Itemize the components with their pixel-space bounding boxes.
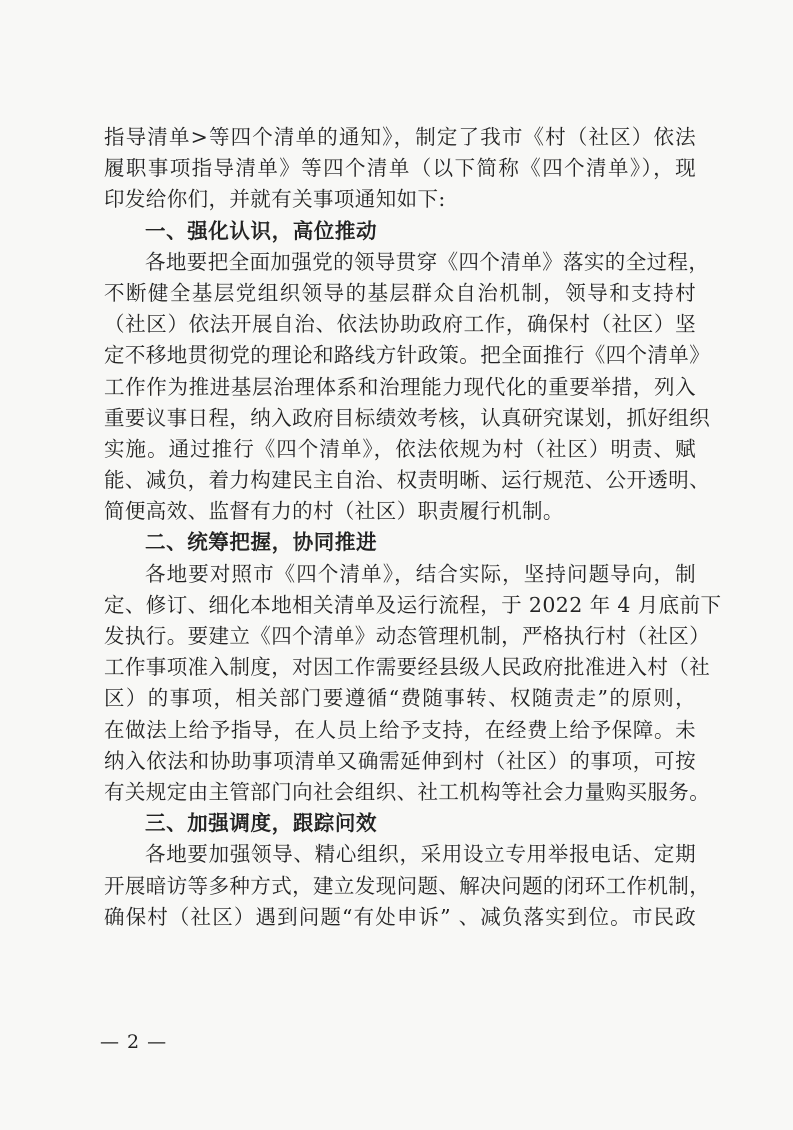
document-body <box>104 122 722 933</box>
paragraph-line: 定、修订、细化本地相关清单及运行流程，于 2022 年 4 月底前下 <box>104 592 722 617</box>
paragraph-line: 纳入依法和协助事项清单又确需延伸到村（社区）的事项，可按 <box>104 748 696 773</box>
paragraph-line: 工作作为推进基层治理体系和治理能力现代化的重要举措，列入 <box>104 374 696 399</box>
paragraph-line: 不断健全基层党组织领导的基层群众自治机制，领导和支持村 <box>104 280 696 305</box>
paragraph-line: 开展暗访等多种方式，建立发现问题、解决问题的闭环工作机制， <box>104 873 711 898</box>
paragraph-line: 重要议事日程，纳入政府目标绩效考核，认真研究谋划，抓好组织 <box>104 405 711 430</box>
section-heading: 三、加强调度，跟踪问效 <box>145 811 378 836</box>
paragraph-line: 指导清单>等四个清单的通知》，制定了我市《村（社区）依法 <box>104 125 696 149</box>
paragraph-line: 区）的事项，相关部门要遵循“费随事转、权随责走”的原则， <box>104 686 696 711</box>
section-heading: 一、强化认识，高位推动 <box>145 218 378 243</box>
paragraph-line: 简便高效、监督有力的村（社区）职责履行机制。 <box>104 499 564 524</box>
paragraph-line: 工作事项准入制度，对因工作需要经县级人民政府批准进入村（社 <box>104 655 711 680</box>
paragraph-line: （社区）依法开展自治、依法协助政府工作，确保村（社区）坚 <box>104 312 696 337</box>
paragraph-line: 各地要加强领导、精心组织，采用设立专用举报电话、定期 <box>145 842 696 867</box>
paragraph-line: 履职事项指导清单》等四个清单（以下简称《四个清单》），现 <box>104 156 696 181</box>
paragraph-line: 定不移地贯彻党的理论和路线方针政策。把全面推行《四个清单》 <box>104 343 711 368</box>
paragraph-line: 发执行。要建立《四个清单》动态管理机制，严格执行村（社区） <box>104 624 711 648</box>
paragraph-line: 在做法上给予指导，在人员上给予支持，在经费上给予保障。未 <box>104 717 696 742</box>
paragraph-line: 确保村（社区）遇到问题“有处申诉” 、减负落实到位。市民政 <box>104 904 696 929</box>
paragraph-line: 各地要对照市《四个清单》，结合实际，坚持问题导向，制 <box>145 561 696 586</box>
section-heading: 二、统筹把握，协同推进 <box>145 530 378 555</box>
page-number: — 2 — <box>100 1031 168 1053</box>
paragraph-line: 各地要把全面加强党的领导贯穿《四个清单》落实的全过程， <box>145 249 710 274</box>
paragraph-line: 有关规定由主管部门向社会组织、社工机构等社会力量购买服务。 <box>104 779 711 804</box>
paragraph-line: 实施。通过推行《四个清单》，依法依规为村（社区）明责、赋 <box>104 436 696 461</box>
paragraph-line: 印发给你们，并就有关事项通知如下: <box>104 187 446 212</box>
paragraph-line: 能、减负，着力构建民主自治、权责明晰、运行规范、公开透明、 <box>104 468 711 493</box>
